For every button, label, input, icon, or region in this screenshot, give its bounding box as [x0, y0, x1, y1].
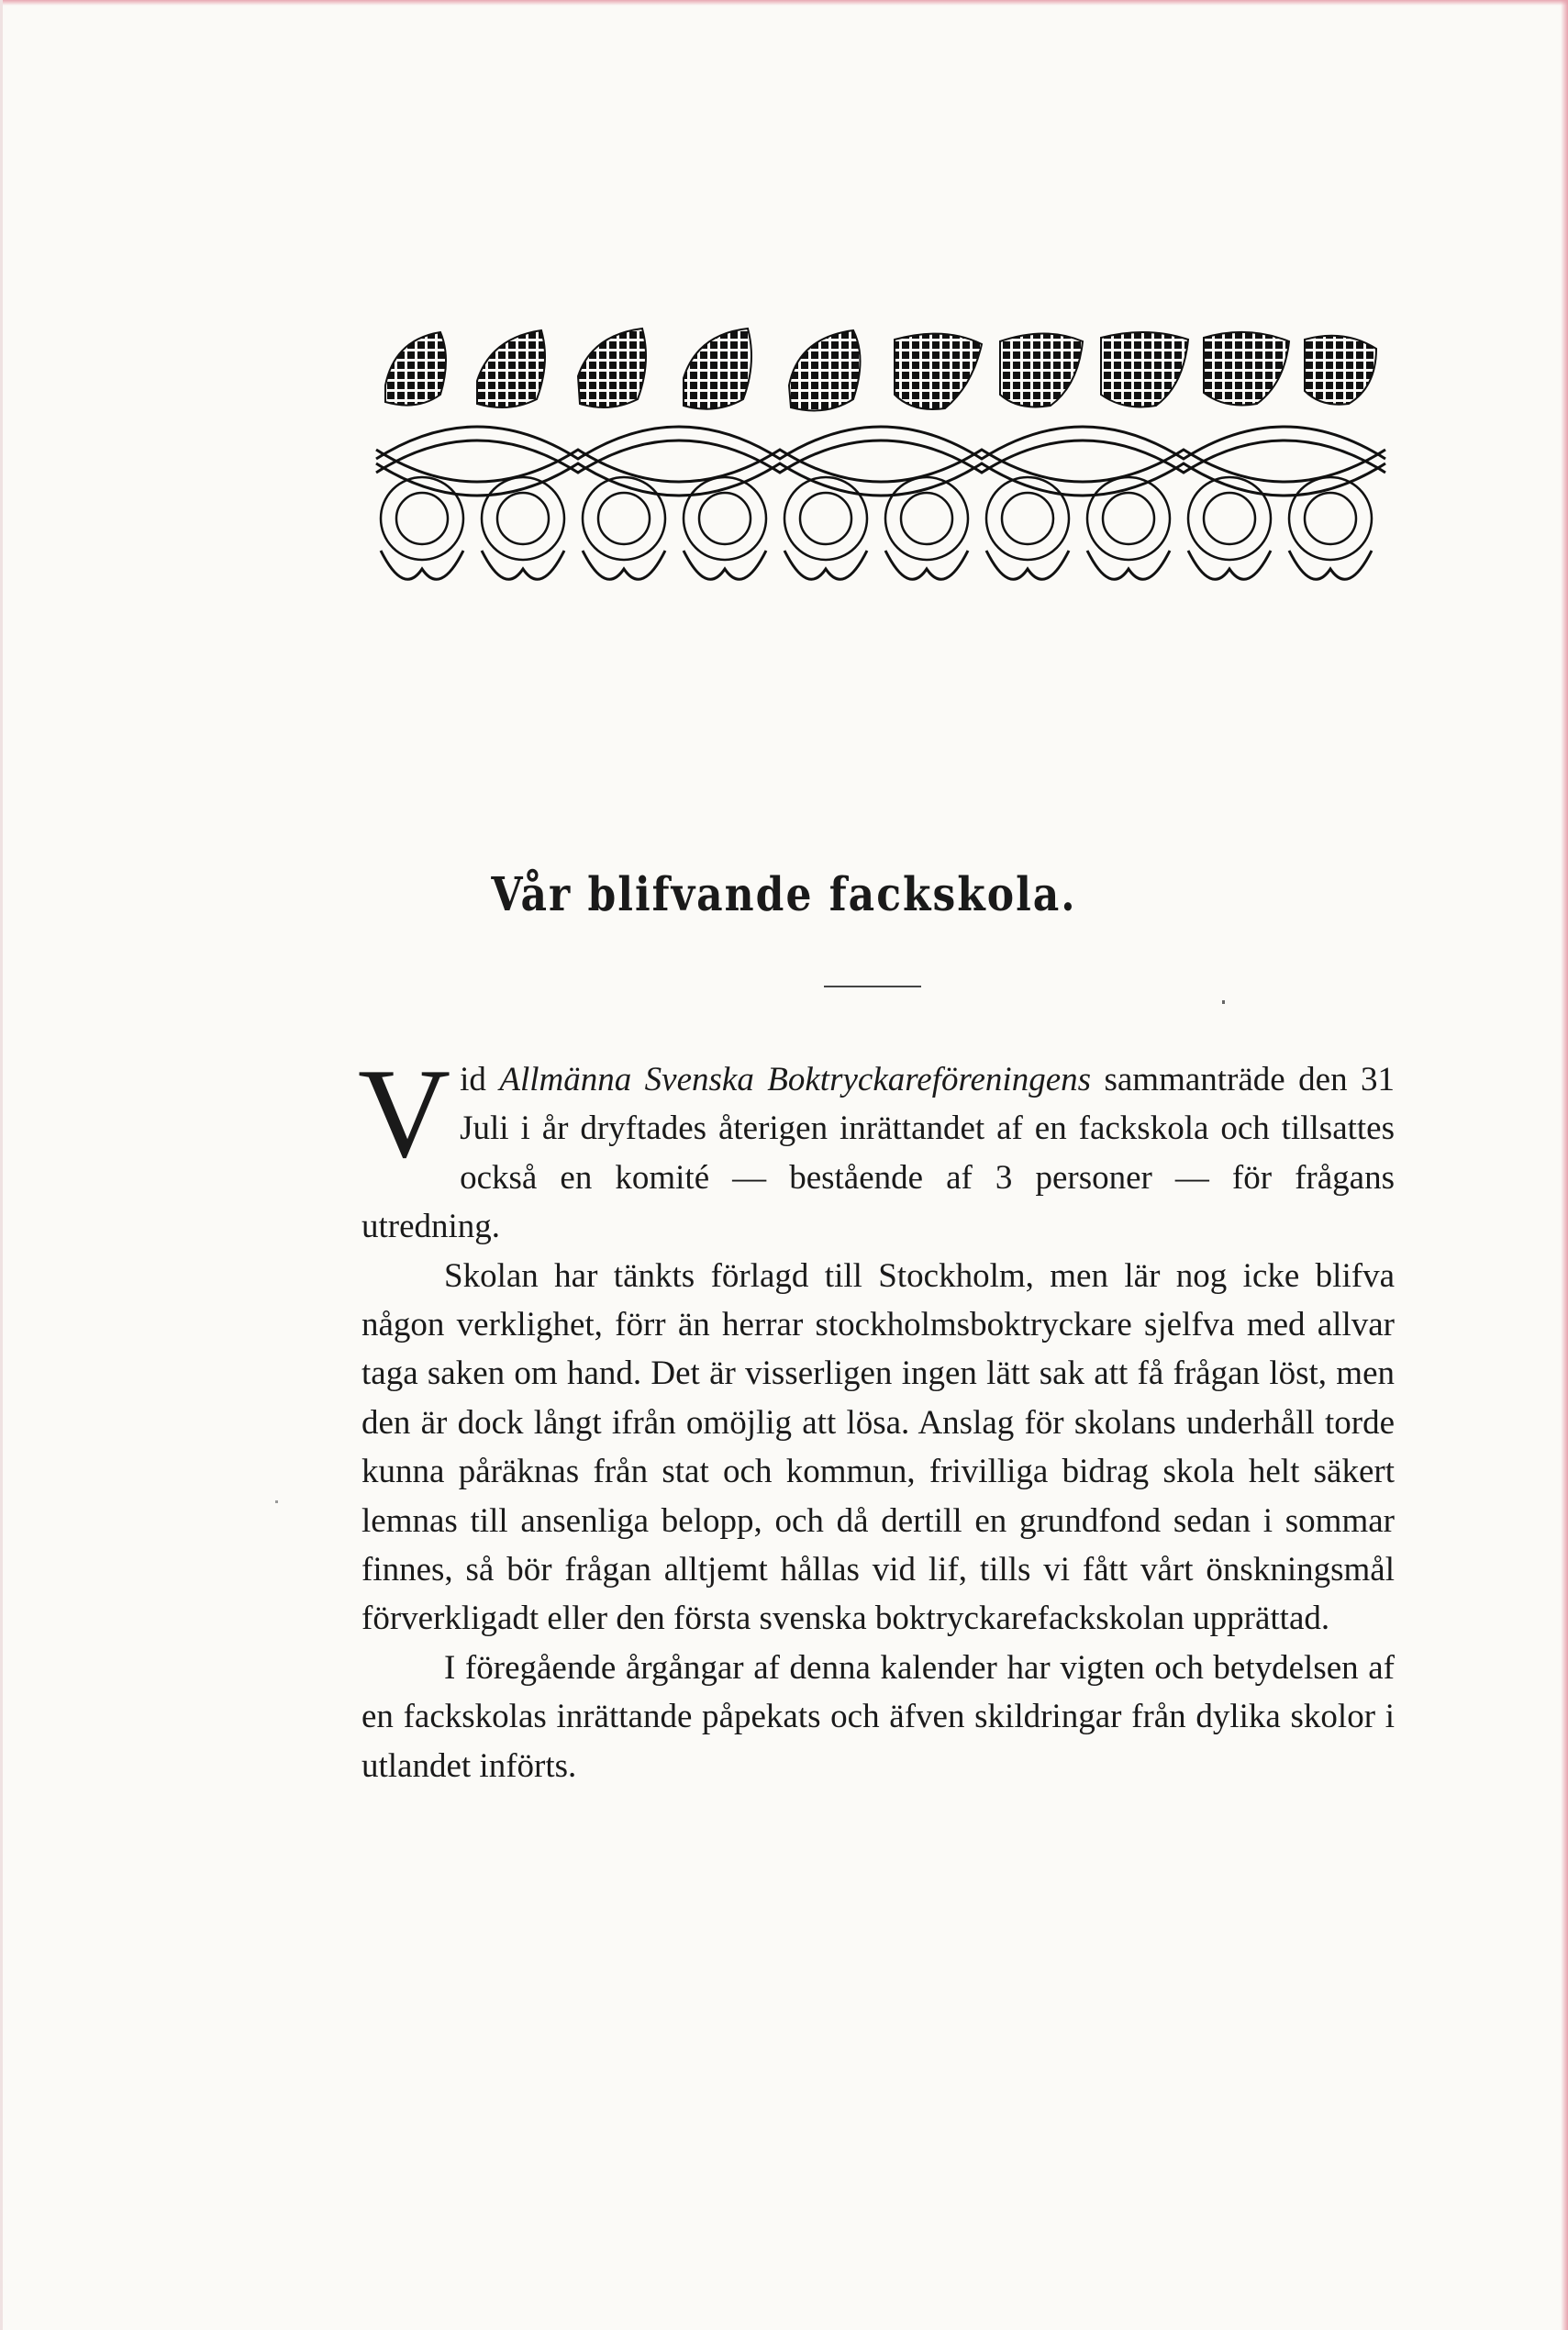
page-edge-right	[1561, 0, 1568, 2330]
paragraph-1-intro: id	[460, 1061, 500, 1098]
article-body	[358, 1042, 1396, 1790]
paper-speck	[1222, 1000, 1225, 1004]
page-edge-left	[0, 0, 3, 2330]
title-rule	[824, 986, 921, 987]
decorative-ornament-band	[367, 321, 1390, 606]
organization-name: Allmänna Svenska Boktryckareföreningens	[499, 1061, 1092, 1098]
page-title: Vår blifvande fackskola.	[491, 868, 1077, 922]
paragraph-3: I föregående årgångar af denna kalender har vigten och betydelsen af en fackskolas inrättande påpekats och äfven skildringar från dylika skolor i utlandet införts.	[361, 1648, 1395, 1785]
page-edge-top	[0, 0, 1568, 6]
paragraph-1-rest: sammanträde den 31 Juli i år dryftades återigen inrättandet af en fackskola och tillsattes också en komité — bestående af 3 personer — för frågans utredning.	[361, 1061, 1396, 1246]
drop-cap: V	[358, 1042, 451, 1185]
paper-speck-left	[275, 1500, 278, 1503]
paragraph-2: Skolan har tänkts förlagd till Stockholm, men lär nog icke blifva någon verklighet, förr än herrar stockholmsboktryckare sjelfva med allvar taga saken om hand. Det är visserligen ingen lätt sak att få frågan löst, men den är dock långt ifrån omöjlig att lösa. Anslag för skolans underhåll torde kunna påräknas från stat och kommun, frivilliga bidrag skola helt säkert lemnas till ansenliga belopp, och då dertill en grundfond sedan i sommar finnes, så bör frågan alltjemt hållas vid lif, tills vi fått vårt önskningsmål förverkligadt eller den första svenska boktryckarefackskolan upprättad.	[361, 1256, 1395, 1638]
paragraph-1	[358, 1042, 1396, 1252]
